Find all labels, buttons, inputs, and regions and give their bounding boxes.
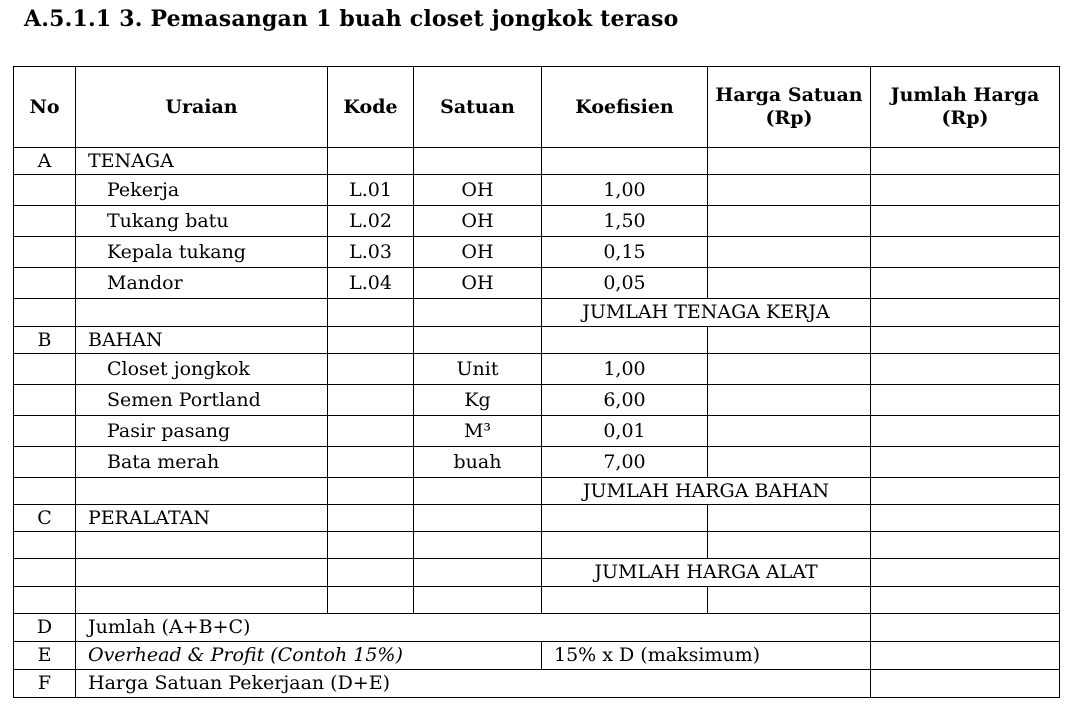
item-uraian: Tukang batu <box>76 206 328 237</box>
summary-row-e <box>14 642 1060 670</box>
section-label: BAHAN <box>76 327 328 354</box>
table-row <box>14 447 1060 478</box>
item-koefisien: 0,05 <box>542 268 708 299</box>
section-no: C <box>14 505 76 532</box>
header-row <box>14 67 1060 148</box>
item-satuan: Kg <box>414 385 542 416</box>
total-label: JUMLAH HARGA BAHAN <box>542 478 871 505</box>
section-row-a <box>14 148 1060 175</box>
summary-label: Harga Satuan Pekerjaan (D+E) <box>76 670 871 698</box>
table-row <box>14 175 1060 206</box>
item-satuan: buah <box>414 447 542 478</box>
section-label: PERALATAN <box>76 505 328 532</box>
summary-formula: 15% x D (maksimum) <box>542 642 871 670</box>
item-kode: L.02 <box>328 206 414 237</box>
table-row <box>14 354 1060 385</box>
item-satuan: OH <box>414 268 542 299</box>
item-kode: L.01 <box>328 175 414 206</box>
item-kode <box>328 354 414 385</box>
header-no: No <box>14 67 76 148</box>
total-label: JUMLAH HARGA ALAT <box>542 559 871 587</box>
header-harga-satuan: Harga Satuan (Rp) <box>708 67 871 148</box>
item-satuan: M³ <box>414 416 542 447</box>
total-row-a <box>14 299 1060 327</box>
item-kode <box>328 416 414 447</box>
section-row-b <box>14 327 1060 354</box>
item-koefisien: 0,01 <box>542 416 708 447</box>
summary-label: Overhead & Profit (Contoh 15%) <box>76 642 542 670</box>
empty-row <box>14 532 1060 559</box>
item-koefisien: 1,00 <box>542 175 708 206</box>
item-uraian: Semen Portland <box>76 385 328 416</box>
item-koefisien: 1,50 <box>542 206 708 237</box>
page-title: A.5.1.1 3. Pemasangan 1 buah closet jongkok teraso <box>24 6 679 32</box>
total-row-c <box>14 559 1060 587</box>
item-uraian: Closet jongkok <box>76 354 328 385</box>
summary-row-f <box>14 670 1060 698</box>
section-no: A <box>14 148 76 175</box>
table-row <box>14 268 1060 299</box>
summary-no: E <box>14 642 76 670</box>
item-uraian: Bata merah <box>76 447 328 478</box>
price-analysis-table <box>13 66 1060 698</box>
item-kode: L.04 <box>328 268 414 299</box>
item-satuan: OH <box>414 206 542 237</box>
empty-row <box>14 587 1060 614</box>
item-uraian: Pekerja <box>76 175 328 206</box>
summary-row-d <box>14 614 1060 642</box>
item-kode <box>328 447 414 478</box>
total-row-b <box>14 478 1060 505</box>
item-koefisien: 6,00 <box>542 385 708 416</box>
summary-no: F <box>14 670 76 698</box>
header-jumlah-harga: Jumlah Harga (Rp) <box>871 67 1060 148</box>
table-row <box>14 237 1060 268</box>
item-uraian: Mandor <box>76 268 328 299</box>
header-kode: Kode <box>328 67 414 148</box>
item-kode <box>328 385 414 416</box>
item-satuan: Unit <box>414 354 542 385</box>
table-row <box>14 416 1060 447</box>
header-uraian: Uraian <box>76 67 328 148</box>
item-koefisien: 0,15 <box>542 237 708 268</box>
total-label: JUMLAH TENAGA KERJA <box>542 299 871 327</box>
item-satuan: OH <box>414 175 542 206</box>
section-label: TENAGA <box>76 148 328 175</box>
table-row <box>14 206 1060 237</box>
item-koefisien: 1,00 <box>542 354 708 385</box>
item-koefisien: 7,00 <box>542 447 708 478</box>
section-no: B <box>14 327 76 354</box>
table-row <box>14 385 1060 416</box>
summary-no: D <box>14 614 76 642</box>
item-uraian: Pasir pasang <box>76 416 328 447</box>
header-satuan: Satuan <box>414 67 542 148</box>
item-satuan: OH <box>414 237 542 268</box>
section-row-c <box>14 505 1060 532</box>
summary-label: Jumlah (A+B+C) <box>76 614 871 642</box>
header-koefisien: Koefisien <box>542 67 708 148</box>
item-kode: L.03 <box>328 237 414 268</box>
item-uraian: Kepala tukang <box>76 237 328 268</box>
